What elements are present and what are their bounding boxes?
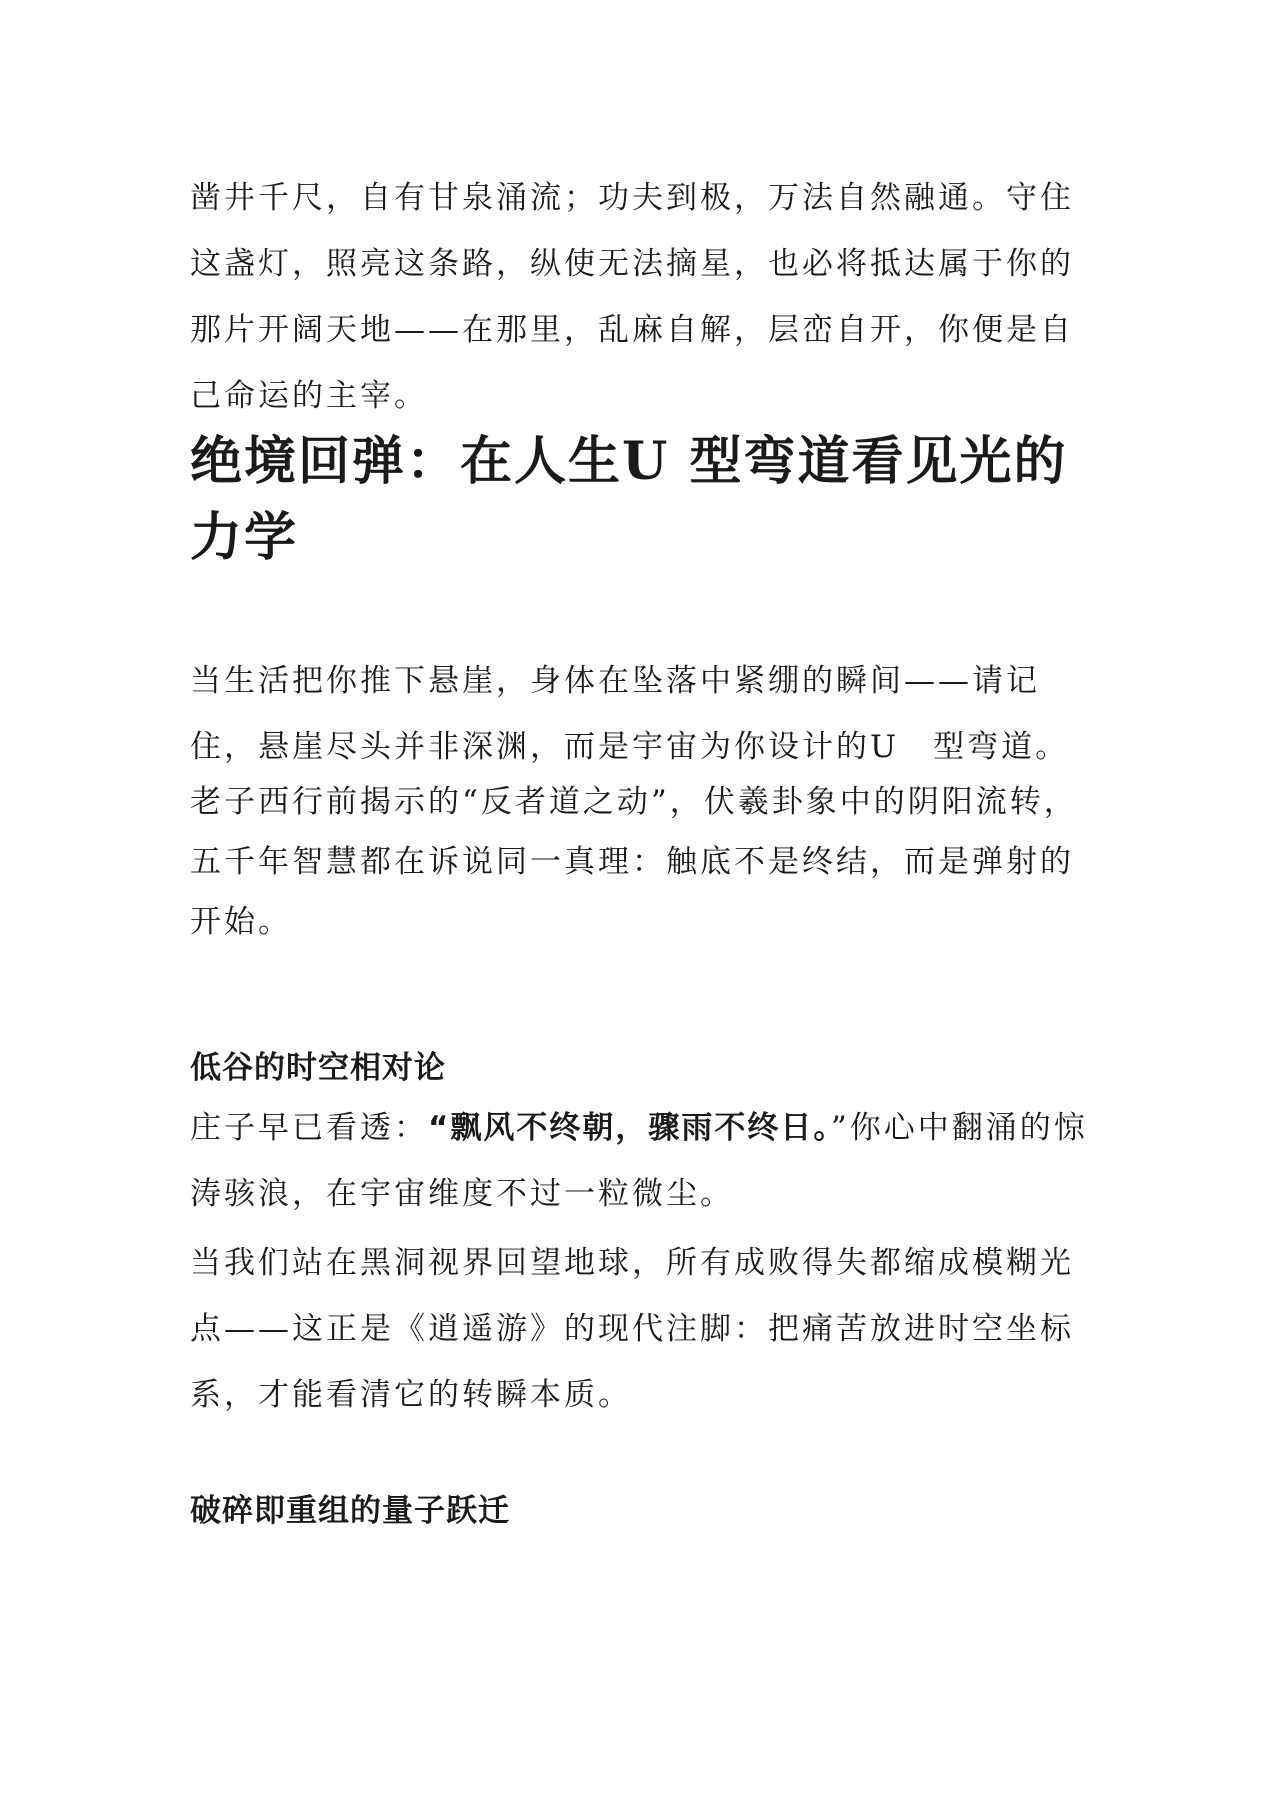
quote-continuation: ”你心中翻涌的惊涛骇浪，在宇宙维度不过一粒微尘。: [190, 1110, 1088, 1212]
intro-paragraph: 凿井千尺，自有甘泉涌流；功夫到极，万法自然融通。守住这盏灯，照亮这条路，纵使无法摘星，也必将抵达属于你的那片开阔天地——在那里，乱麻自解，层峦自开，你便是自己命运的主宰。: [190, 180, 1074, 414]
article-title: 绝境回弹：在人生U 型弯道看见光的力学: [190, 431, 1068, 568]
section-heading-spacetime: 低谷的时空相对论: [190, 1050, 446, 1086]
lead-paragraph-2: 老子西行前揭示的“反者道之动”，伏羲卦象中的阴阳流转，五千年智慧都在诉说同一真理：触底不是终结，而是弹射的开始。: [190, 784, 1078, 940]
quote-intro: 庄子早已看透：: [190, 1110, 428, 1146]
lead-paragraph-1: 当生活把你推下悬崖，身体在坠落中紧绷的瞬间——请记住，悬崖尽头并非深渊，而是宇宙为你设计的U 型弯道。: [190, 663, 1070, 765]
section-paragraph-2: 当我们站在黑洞视界回望地球，所有成败得失都缩成模糊光点——这正是《逍遥游》的现代注脚：把痛苦放进时空坐标系，才能看清它的转瞬本质。: [190, 1245, 1074, 1413]
section-paragraph-1: [190, 1095, 1090, 1227]
section-heading-quantum: 破碎即重组的量子跃迁: [190, 1493, 510, 1529]
quote-text: “飘风不终朝，骤雨不终日。: [428, 1110, 831, 1146]
